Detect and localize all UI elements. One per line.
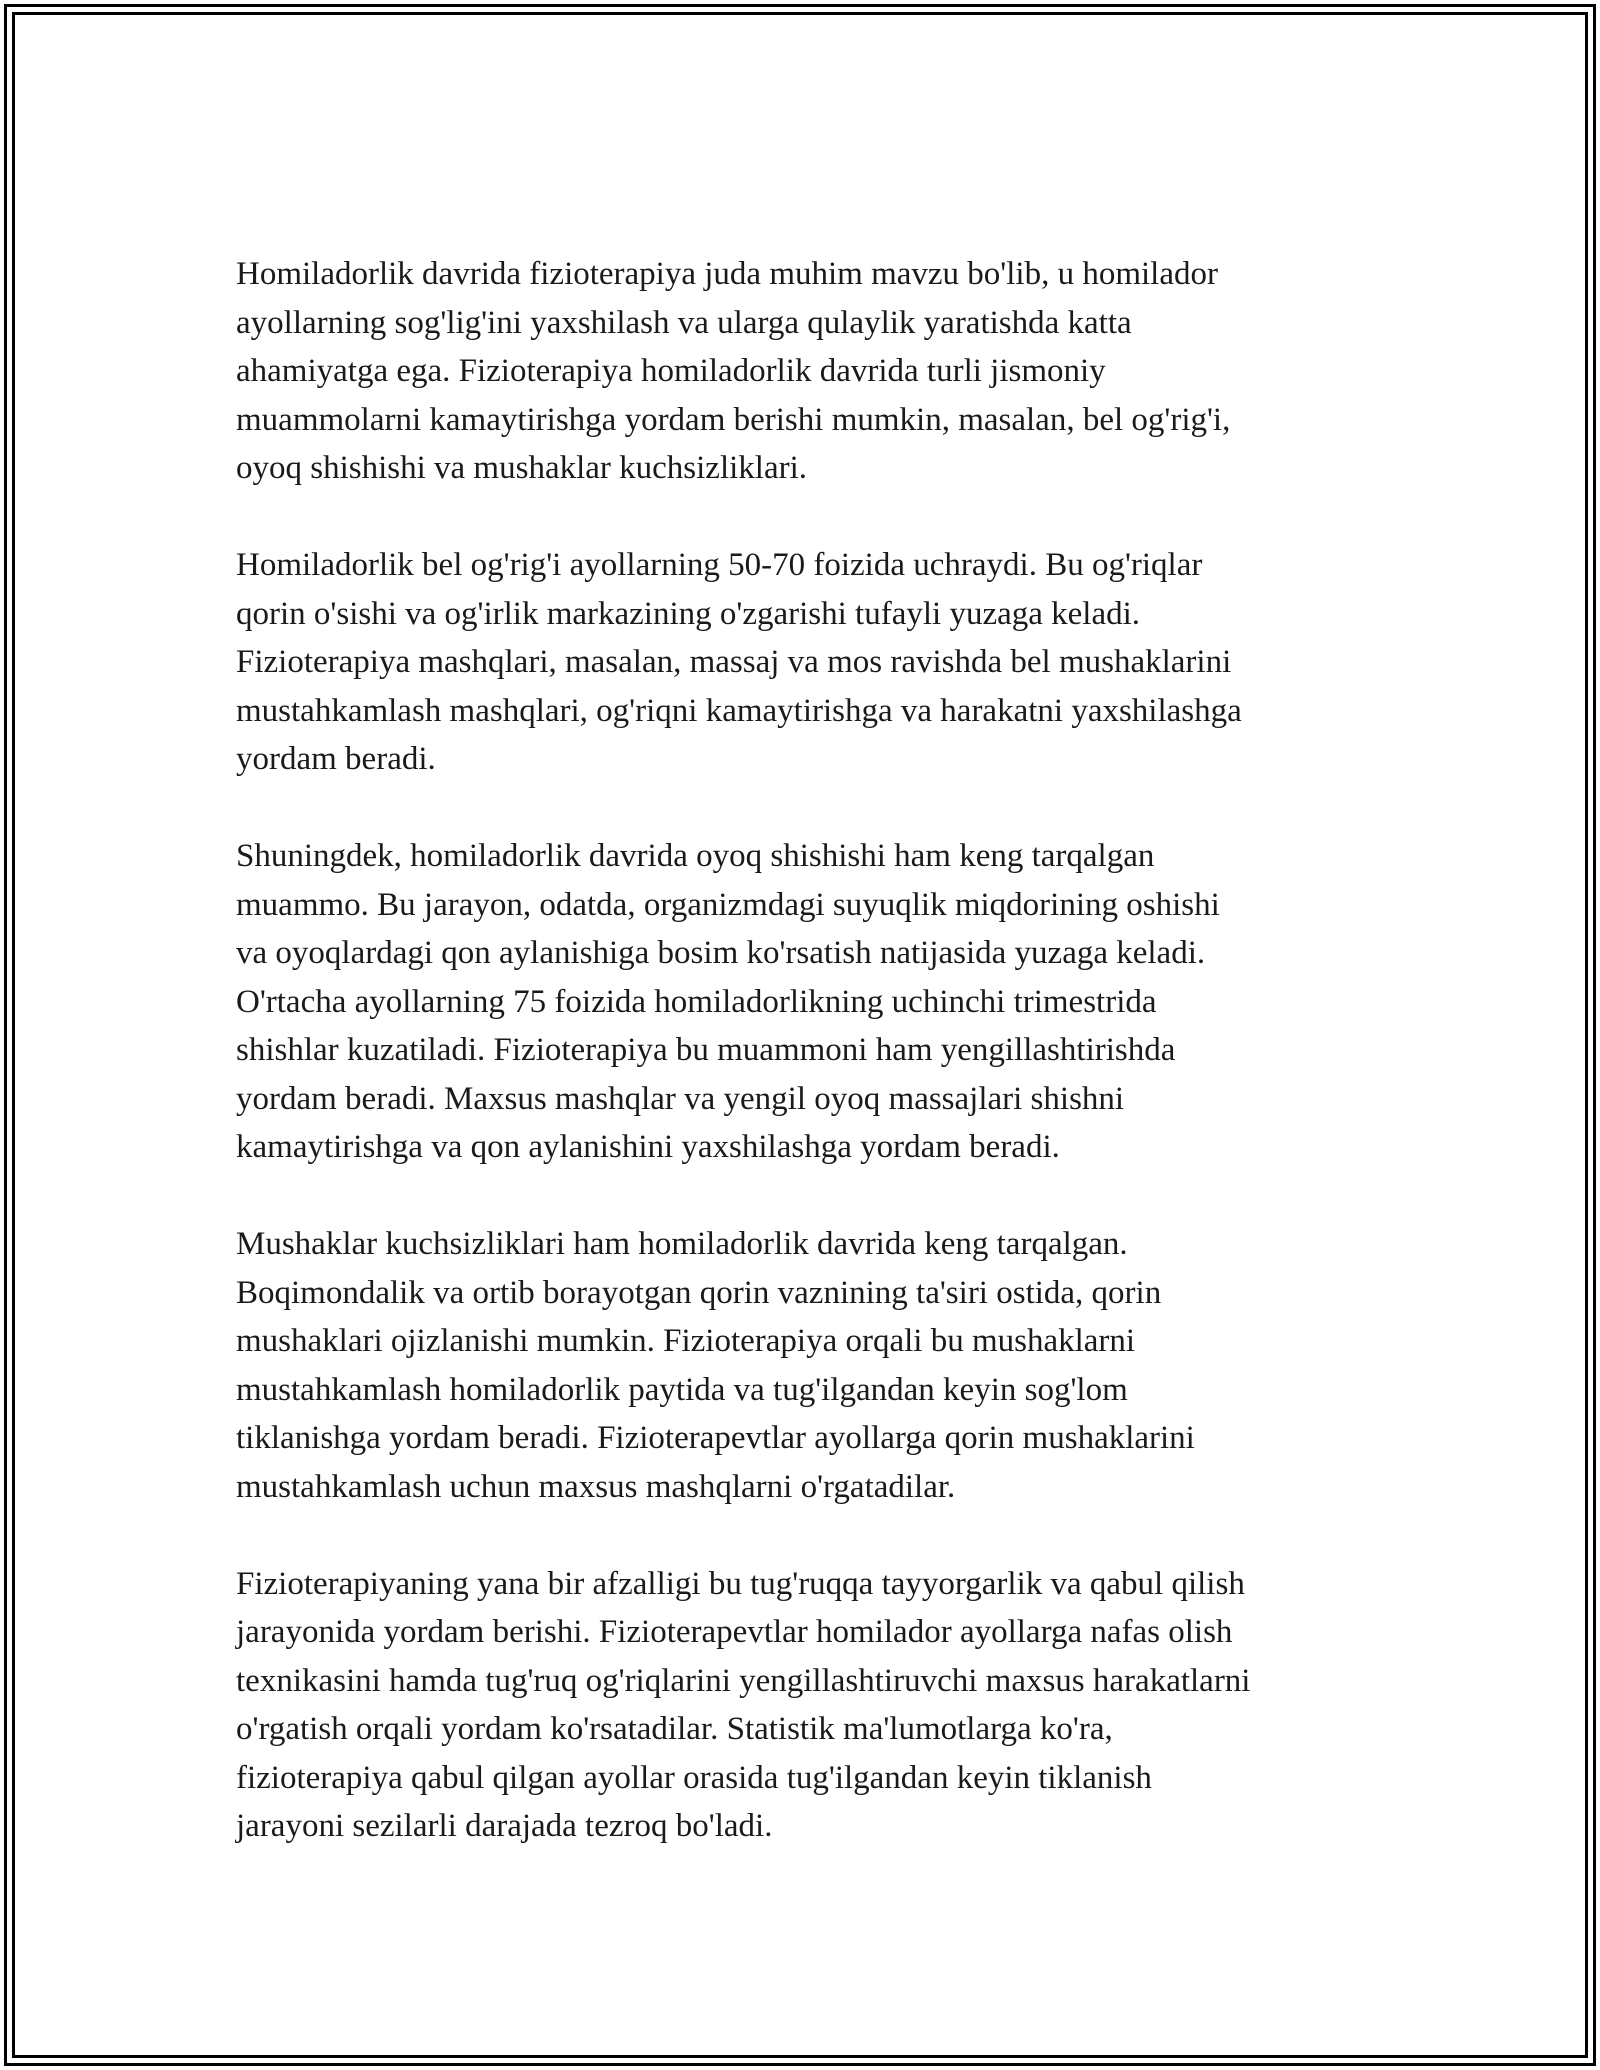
- document-body: [236, 250, 1386, 1899]
- paragraph-childbirth-preparation: Fizioterapiyaning yana bir afzalligi bu tug'ruqqa tayyorgarlik va qabul qilish jarayonida yordam berishi. Fizioterapevtlar homilador ayollarga nafas olish texnikasini hamda tug'ruq og'riqlarini yengillashtiruvchi maxsus harakatlarni o'rgatish orqali yordam ko'rsatadilar. Statistik ma'lumotlarga ko'ra, fizioterapiya qabul qilgan ayollar orasida tug'ilgandan keyin tiklanish jarayoni sezilarli darajada tezroq bo'ladi.: [236, 1565, 1251, 1844]
- paragraph-back-pain: Homiladorlik bel og'rig'i ayollarning 50-70 foizida uchraydi. Bu og'riqlar qorin o'sishi va og'irlik markazining o'zgarishi tufayli yuzaga keladi. Fizioterapiya mashqlari, masalan, massaj va mos ravishda bel mushaklarini mustahkamlash mashqlari, og'riqni kamaytirishga va harakatni yaxshilashga yordam beradi.: [236, 547, 1242, 777]
- paragraph-muscle-weakness: Mushaklar kuchsizliklari ham homiladorlik davrida keng tarqalgan. Boqimondalik va ortib borayotgan qorin vaznining ta'siri ostida, qorin mushaklari ojizlanishi mumkin. Fizioterapiya orqali bu mushaklarni mustahkamlash homiladorlik paytida va tug'ilgandan keyin sog'lom tiklanishga yordam beradi. Fizioterapevtlar ayollarga qorin mushaklarini mustahkamlash uchun maxsus mashqlarni o'rgatadilar.: [236, 1226, 1195, 1505]
- paragraph-leg-swelling: Shuningdek, homiladorlik davrida oyoq shishishi ham keng tarqalgan muammo. Bu jarayon, odatda, organizmdagi suyuqlik miqdorining oshishi va oyoqlardagi qon aylanishiga bosim ko'rsatish natijasida yuzaga keladi. O'rtacha ayollarning 75 foizida homiladorlikning uchinchi trimestrida shishlar kuzatiladi. Fizioterapiya bu muammoni ham yengillashtirishda yordam beradi. Maxsus mashqlar va yengil oyoq massajlari shishni kamaytirishga va qon aylanishini yaxshilashga yordam beradi.: [236, 838, 1220, 1165]
- paragraph-intro: Homiladorlik davrida fizioterapiya juda muhim mavzu bo'lib, u homilador ayollarning sog'lig'ini yaxshilash va ularga qulaylik yaratishda katta ahamiyatga ega. Fizioterapiya homiladorlik davrida turli jismoniy muammolarni kamaytirishga yordam berishi mumkin, masalan, bel og'rig'i, oyoq shishishi va mushaklar kuchsizliklari.: [236, 256, 1231, 486]
